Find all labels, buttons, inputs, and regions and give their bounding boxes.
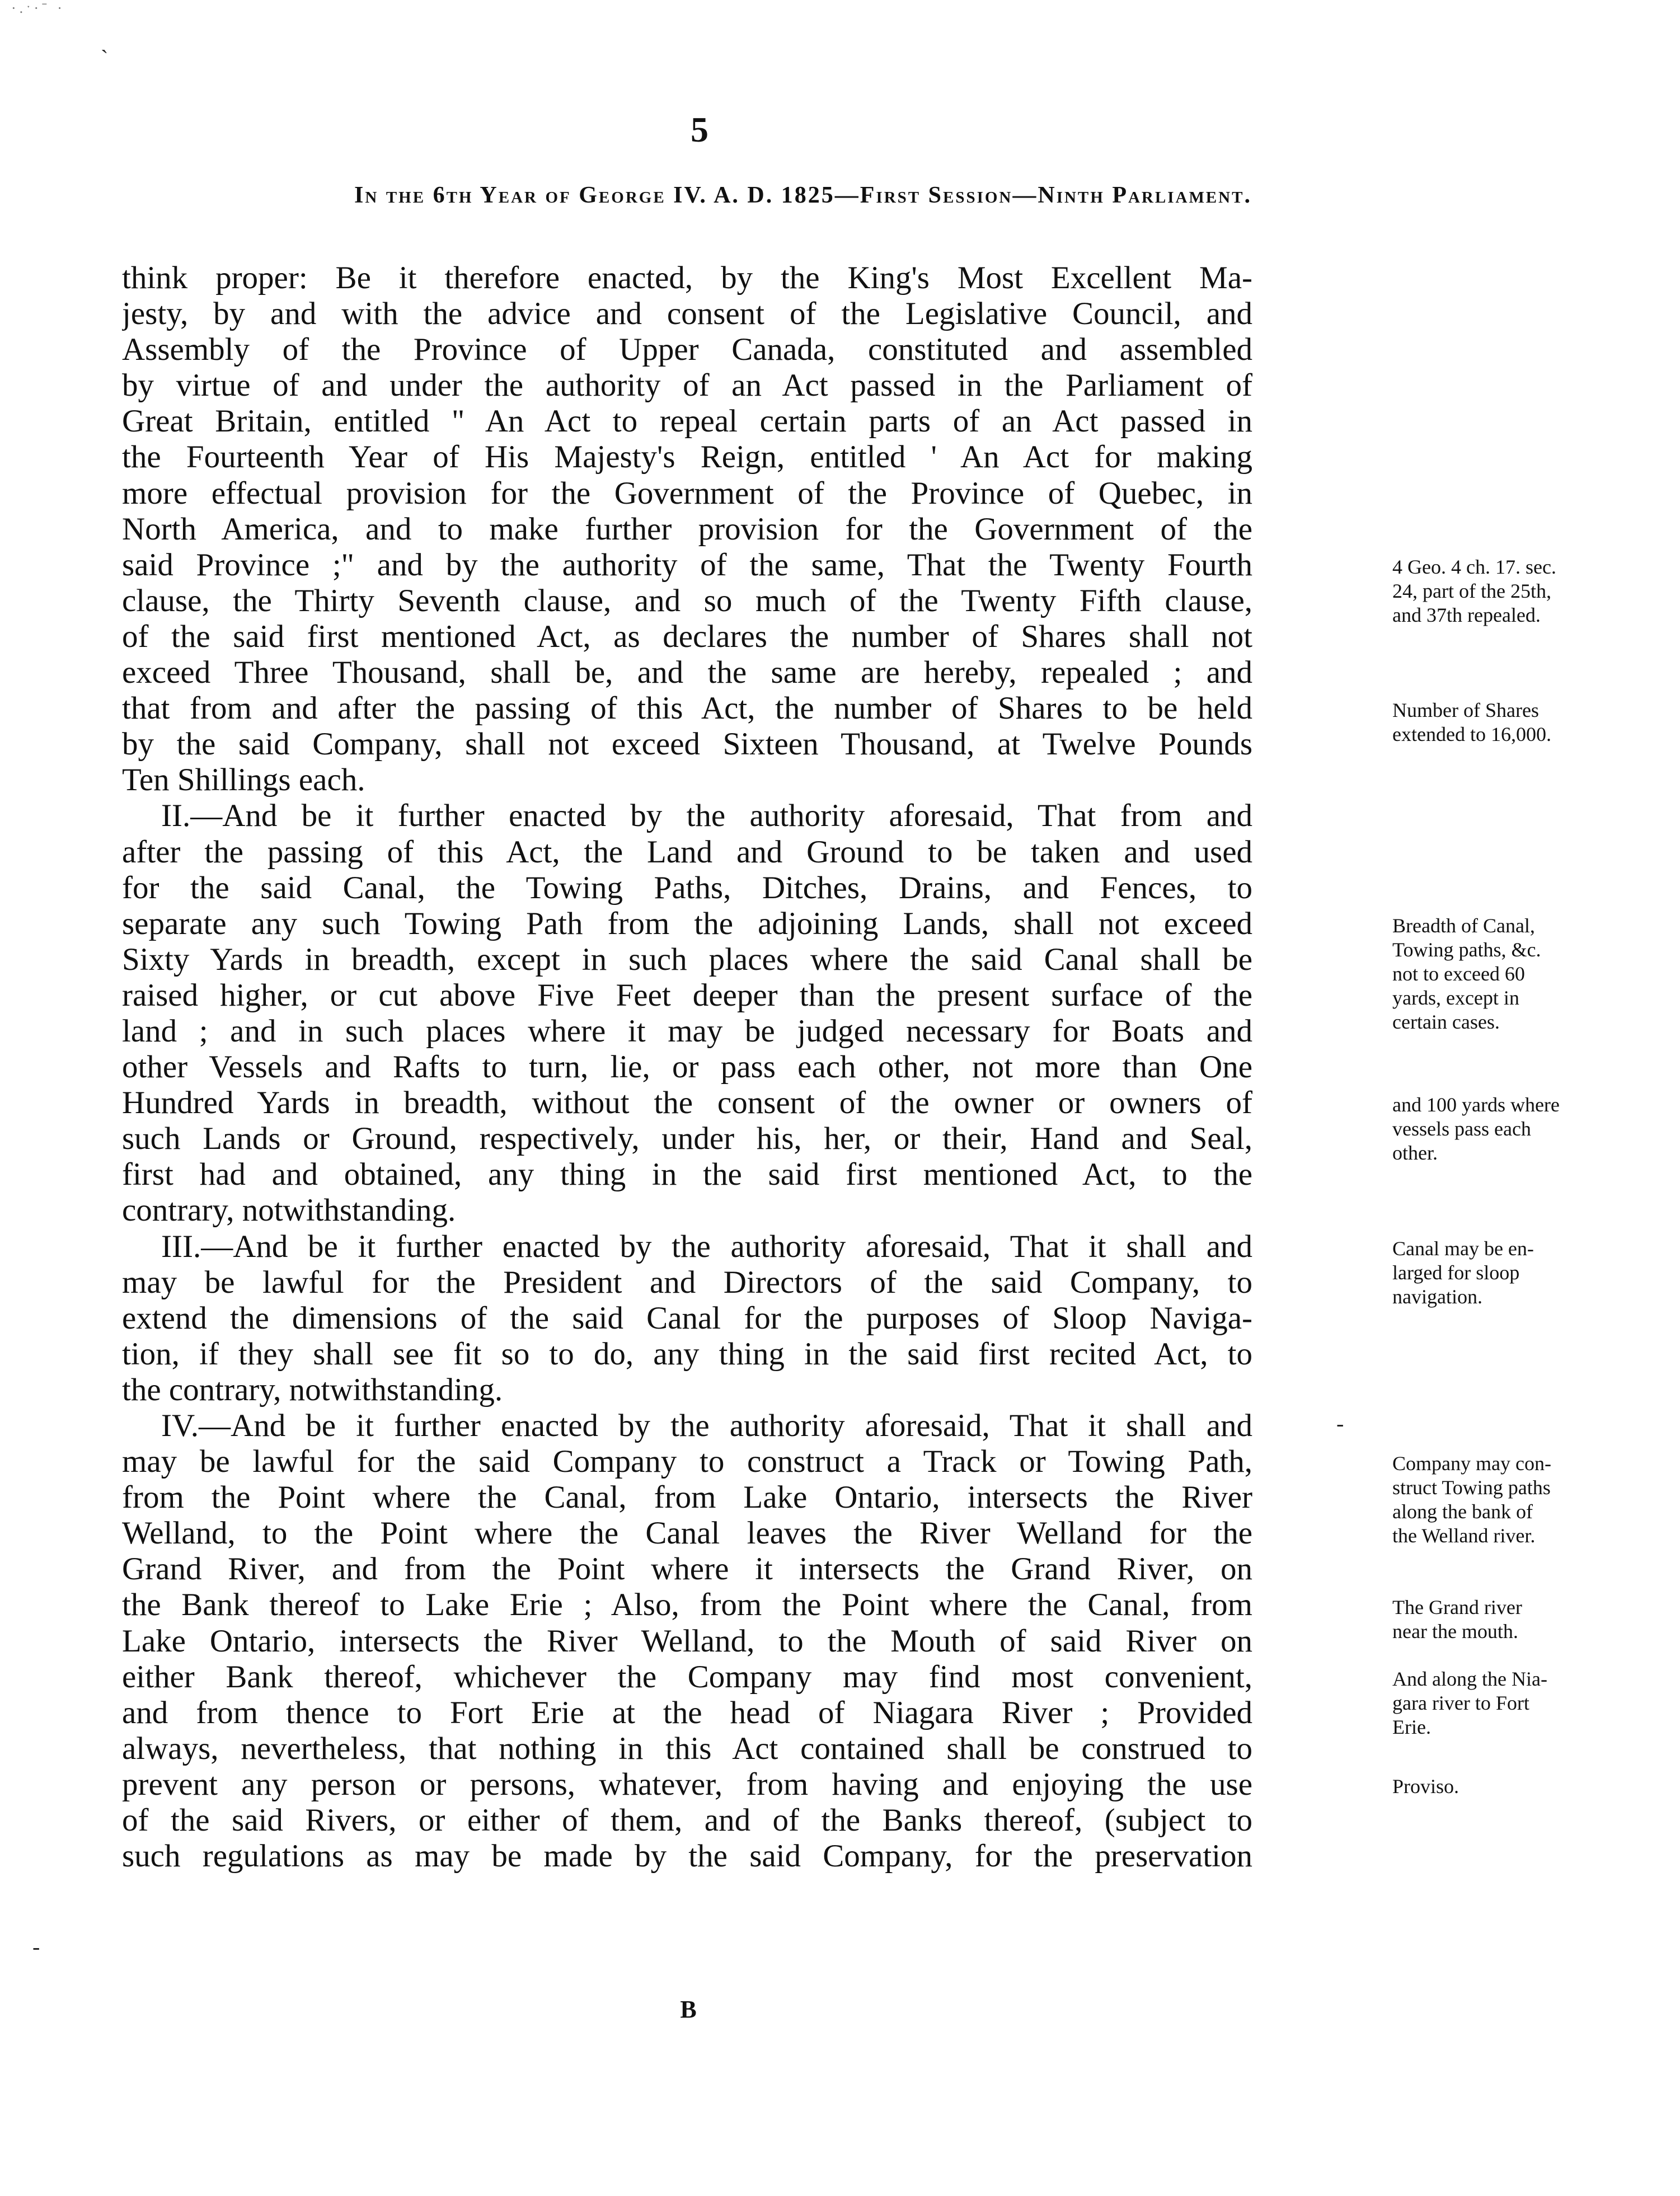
stray-mark: - <box>1336 1411 1344 1436</box>
margin-note-line: extended to 16,000. <box>1392 723 1551 746</box>
margin-note-line: along the bank of <box>1392 1500 1533 1523</box>
body-line: may be lawful for the President and Directors of the said Company, to <box>122 1264 1252 1300</box>
body-line: North America, and to make further provision for the Government of the <box>122 511 1252 547</box>
body-line: separate any such Towing Path from the adjoining Lands, shall not exceed <box>122 905 1252 941</box>
margin-note-line: not to exceed 60 <box>1392 962 1525 985</box>
margin-note-line: Breadth of Canal, <box>1392 914 1535 937</box>
body-line: and from thence to Fort Erie at the head of Niagara River ; Provided <box>122 1695 1252 1730</box>
margin-note-line: Erie. <box>1392 1715 1431 1738</box>
margin-note-line: Company may con- <box>1392 1452 1551 1475</box>
body-line: jesty, by and with the advice and consent of the Legislative Council, and <box>122 296 1252 332</box>
margin-note-niagara-river <box>1392 1667 1622 1739</box>
body-line: first had and obtained, any thing in the said first mentioned Act, to the <box>122 1157 1252 1193</box>
margin-note-repealed-clauses <box>1392 555 1622 627</box>
body-line: such regulations as may be made by the said Company, for the preservation <box>122 1838 1252 1874</box>
margin-note-line: gara river to Fort <box>1392 1691 1529 1714</box>
body-line: extend the dimensions of the said Canal for the purposes of Sloop Naviga- <box>122 1300 1252 1336</box>
body-line: for the said Canal, the Towing Paths, Ditches, Drains, and Fences, to <box>122 870 1252 905</box>
margin-note-canal-breadth <box>1392 914 1622 1034</box>
margin-note-line: Proviso. <box>1392 1775 1460 1798</box>
margin-note-grand-river <box>1392 1596 1622 1644</box>
body-line: prevent any person or persons, whatever, from having and enjoying the use <box>122 1766 1252 1802</box>
body-line: contrary, notwithstanding. <box>122 1193 456 1228</box>
body-line: the Fourteenth Year of His Majesty's Reign, entitled ' An Act for making <box>122 439 1252 475</box>
margin-note-proviso <box>1392 1775 1622 1799</box>
margin-note-shares-extended <box>1392 698 1622 747</box>
body-line: the contrary, notwithstanding. <box>122 1372 503 1407</box>
stray-mark: ˋ <box>101 45 109 71</box>
body-line: that from and after the passing of this Act, the number of Shares to be held <box>122 691 1252 726</box>
margin-note-vessels-pass <box>1392 1093 1622 1165</box>
page-number: 5 <box>691 110 708 149</box>
body-line: Hundred Yards in breadth, without the consent of the owner or owners of <box>122 1085 1252 1121</box>
margin-note-line: the Welland river. <box>1392 1524 1536 1547</box>
signature-mark: B <box>680 1996 697 2023</box>
body-line: Welland, to the Point where the Canal leaves the River Welland for the <box>122 1515 1252 1551</box>
body-line: Grand River, and from the Point where it intersects the Grand River, on <box>122 1551 1252 1587</box>
body-line: III.—And be it further enacted by the authority aforesaid, That it shall and <box>161 1228 1252 1264</box>
body-line: land ; and in such places where it may be judged necessary for Boats and <box>122 1013 1252 1049</box>
margin-note-line: navigation. <box>1392 1285 1482 1308</box>
margin-note-line: and 100 yards where <box>1392 1094 1560 1116</box>
body-line: Sixty Yards in breadth, except in such places where the said Canal shall be <box>122 941 1252 977</box>
body-line: by virtue of and under the authority of an Act passed in the Parliament of <box>122 368 1252 403</box>
margin-note-line: vessels pass each <box>1392 1118 1531 1141</box>
body-line: may be lawful for the said Company to construct a Track or Towing Path, <box>122 1444 1252 1480</box>
body-line: Lake Ontario, intersects the River Welland, to the Mouth of said River on <box>122 1623 1252 1659</box>
body-line: raised higher, or cut above Five Feet deeper than the present surface of the <box>122 977 1252 1013</box>
margin-note-line: Number of Shares <box>1392 699 1539 722</box>
margin-note-line: yards, except in <box>1392 986 1519 1009</box>
margin-note-line: and 37th repealed. <box>1392 603 1541 626</box>
margin-note-line: 24, part of the 25th, <box>1392 579 1551 602</box>
body-line: after the passing of this Act, the Land and Ground to be taken and used <box>122 834 1252 870</box>
body-line: by the said Company, shall not exceed Sixteen Thousand, at Twelve Pounds <box>122 726 1252 762</box>
margin-note-line: certain cases. <box>1392 1010 1500 1033</box>
body-line: always, nevertheless, that nothing in this Act contained shall be construed to <box>122 1730 1252 1766</box>
body-line: the Bank thereof to Lake Erie ; Also, from the Point where the Canal, from <box>122 1587 1252 1623</box>
body-line: Assembly of the Province of Upper Canada, constituted and assembled <box>122 332 1252 368</box>
margin-note-line: The Grand river <box>1392 1596 1522 1618</box>
margin-note-towing-paths <box>1392 1452 1622 1548</box>
body-line: exceed Three Thousand, shall be, and the same are hereby, repealed ; and <box>122 655 1252 691</box>
margin-note-line: And along the Nia- <box>1392 1667 1547 1690</box>
body-line: either Bank thereof, whichever the Company may find most convenient, <box>122 1659 1252 1695</box>
margin-note-sloop-navigation <box>1392 1237 1622 1309</box>
body-line: Great Britain, entitled " An Act to repeal certain parts of an Act passed in <box>122 403 1252 439</box>
body-line: other Vessels and Rafts to turn, lie, or pass each other, not more than One <box>122 1049 1252 1085</box>
body-text <box>122 260 1560 1874</box>
body-line: said Province ;" and by the authority of the same, That the Twenty Fourth <box>122 547 1252 583</box>
margin-note-line: struct Towing paths <box>1392 1476 1551 1499</box>
stray-mark: - <box>32 1934 40 1959</box>
body-line: think proper: Be it therefore enacted, by the King's Most Excellent Ma- <box>122 260 1252 295</box>
running-head: In the 6th Year of George IV. A. D. 1825—First Session—Ninth Parliament. <box>354 182 1252 208</box>
margin-note-line: 4 Geo. 4 ch. 17. sec. <box>1392 555 1556 578</box>
body-line: IV.—And be it further enacted by the authority aforesaid, That it shall and <box>161 1408 1252 1443</box>
body-line: of the said Rivers, or either of them, and of the Banks thereof, (subject to <box>122 1803 1252 1838</box>
body-line: Ten Shillings each. <box>122 762 365 798</box>
body-line: tion, if they shall see fit so to do, any thing in the said first recited Act, to <box>122 1336 1252 1372</box>
scan-specks: ·.ˑ·ˉ · <box>11 0 65 16</box>
body-line: from the Point where the Canal, from Lake Ontario, intersects the River <box>122 1480 1252 1515</box>
margin-note-line: Canal may be en- <box>1392 1237 1534 1260</box>
body-line: such Lands or Ground, respectively, under his, her, or their, Hand and Seal, <box>122 1121 1252 1157</box>
margin-note-line: Towing paths, &c. <box>1392 938 1541 961</box>
body-line: more effectual provision for the Government of the Province of Quebec, in <box>122 475 1252 511</box>
margin-note-line: larged for sloop <box>1392 1261 1520 1284</box>
body-line: of the said first mentioned Act, as declares the number of Shares shall not <box>122 618 1252 654</box>
margin-note-line: other. <box>1392 1142 1438 1165</box>
margin-note-line: near the mouth. <box>1392 1620 1518 1643</box>
body-line: II.—And be it further enacted by the authority aforesaid, That from and <box>161 798 1252 834</box>
body-line: clause, the Thirty Seventh clause, and so much of the Twenty Fifth clause, <box>122 583 1252 618</box>
